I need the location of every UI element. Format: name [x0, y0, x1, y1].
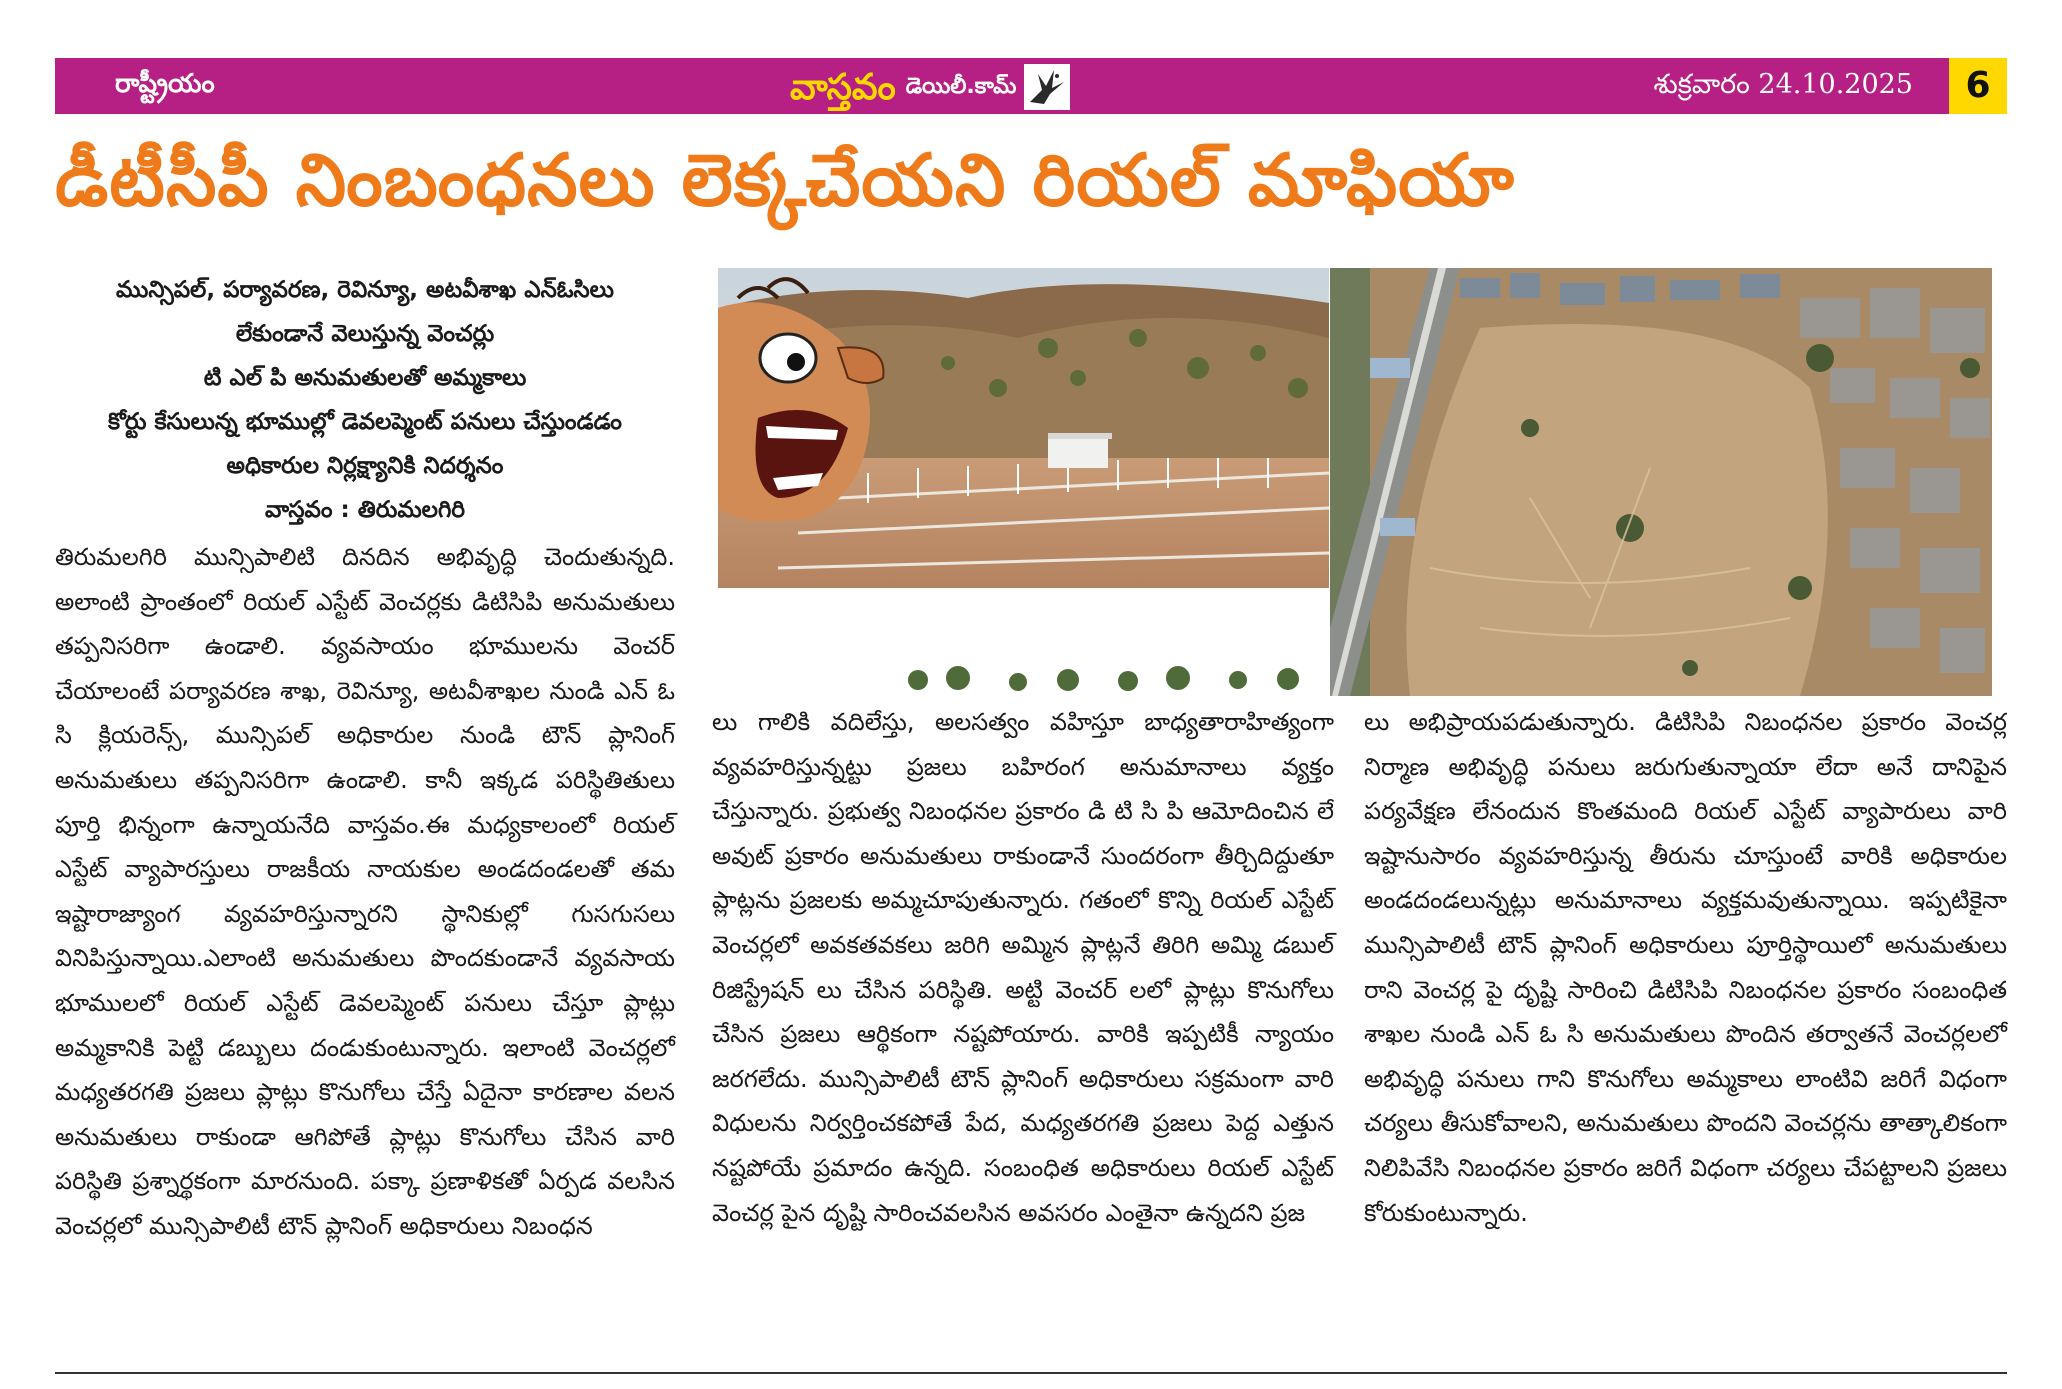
bird-logo-icon: [1024, 64, 1070, 110]
page-number: 6: [1949, 58, 2007, 114]
deck-line: టి ఎల్ పి అనుమతులతో అమ్మకాలు: [203, 365, 527, 391]
paper-subtitle: డెయిలీ.కామ్: [905, 74, 1017, 99]
paper-name: వాస్తవం: [790, 67, 896, 108]
headline: డీటీసీపీ నింబంధనలు లెక్కచేయని రియల్ మాఫియా: [55, 138, 1515, 222]
subheadings: [55, 268, 675, 532]
deck-line: మున్సిపల్, పర్యావరణ, రెవిన్యూ, అటవీశాఖ ఎన్ఓసిలు: [116, 277, 614, 303]
venture-land-photo: [718, 268, 1329, 696]
deck-line: కోర్టు కేసులున్న భూముల్లో డెవలప్మెంట్ పనులు చేస్తుండడం: [108, 409, 622, 435]
bottom-rule: [55, 1372, 2007, 1374]
aerial-view-photo: [1330, 268, 1992, 696]
article-column-2: లు గాలికి వదిలేస్తు, అలసత్వం వహిస్తూ బాధ్యతారాహిత్యంగా వ్యవహరిస్తున్నట్టు ప్రజలు బహిరంగ అనుమానాలు వ్యక్తం చేస్తున్నారు. ప్రభుత్వ నిబంధనల ప్రకారం డి టి సి పి ఆమోదించిన లే అవుట్ ప్రకారం అనుమతులు రాకుండానే సుందరంగా తీర్చిదిద్దుతూ ప్లాట్లను ప్రజలకు అమ్మచూపుతున్నారు. గతంలో కొన్ని రియల్ ఎస్టేట్ వెంచర్లలో అవకతవకలు జరిగి అమ్మిన ప్లాట్లనే తిరిగి అమ్మి డబుల్ రిజిస్ట్రేషన్ లు చేసిన పరిస్థితి. అట్టి వెంచర్ లలో ప్లాట్లు కొనుగోలు చేసిన ప్రజలు ఆర్థికంగా నష్టపోయారు. వారికి ఇప్పటికీ న్యాయం జరగలేదు. మున్సిపాలిటీ టౌన్ ప్లానింగ్ అధికారులు సక్రమంగా వారి విధులను నిర్వర్తించకపోతే పేద, మధ్యతరగతి ప్రజలు పెద్ద ఎత్తున నష్టపోయే ప్రమాదం ఉన్నది. సంబంధిత అధికారులు రియల్ ఎస్టేట్ వెంచర్ల పైన దృష్టి సారించవలసిన అవసరం ఎంతైనా ఉన్నదని ప్రజ: [712, 708, 1334, 1227]
section-name: రాష్ట్రీయం: [115, 69, 215, 99]
deck-line: లేకుండానే వెలుస్తున్న వెంచర్లు: [235, 321, 495, 347]
article-column-3: లు అభిప్రాయపడుతున్నారు. డిటిసిపి నిబంధనల ప్రకారం వెంచర్ల నిర్మాణ అభివృద్ధి పనులు జరుగుతున్నాయా లేదా అనే దానిపైన పర్యవేక్షణ లేనందున కొంతమంది రియల్ ఎస్టేట్ వ్యాపారులు వారి ఇష్టానుసారం వ్యవహరిస్తున్న తీరును చూస్తుంటే వారికి అధికారుల అండదండలున్నట్లు అనుమానాలు వ్యక్తమవుతున్నాయి. ఇప్పటికైనా మున్సిపాలిటీ టౌన్ ప్లానింగ్ అధికారులు పూర్తిస్థాయిలో అనుమతులు రాని వెంచర్ల పై దృష్టి సారించి డిటిసిపి నిబంధనల ప్రకారం సంబంధిత శాఖల నుండి ఎన్ ఓ సి అనుమతులు పొందిన తర్వాతనే వెంచర్లలలో అభివృద్ధి పనులు గాని కొనుగోలు అమ్మకాలు లాంటివి జరిగే విధంగా చర్యలు తీసుకోవాలని, అనుమతులు పొందని వెంచర్లను తాత్కాలికంగా నిలిపివేసి నిబంధనల ప్రకారం జరిగే విధంగా చర్యలు చేపట్టాలని ప్రజలు కోరుకుంటున్నారు.: [1364, 708, 2007, 1227]
article-column-1: తిరుమలగిరి మున్సిపాలిటి దినదిన అభివృద్ధి చెందుతున్నది. అలాంటి ప్రాంతంలో రియల్ ఎస్టేట్ వెంచర్లకు డిటిసిపి అనుమతులు తప్పనిసరిగా ఉండాలి. వ్యవసాయం భూములను వెంచర్ చేయాలంటే పర్యావరణ శాఖ, రెవిన్యూ, అటవీశాఖల నుండి ఎన్ ఓ సి క్లియరెన్స్, మున్సిపల్ అధికారుల నుండి టౌన్ ప్లానింగ్ అనుమతులు తప్పనిసరిగా ఉండాలి. కానీ ఇక్కడ పరిస్థితితులు పూర్తి భిన్నంగా ఉన్నాయనేది వాస్తవం.ఈ మధ్యకాలంలో రియల్ ఎస్టేట్ వ్యాపారస్తులు రాజకీయ నాయకుల అండదండలతో తమ ఇష్టారాజ్యాంగ వ్యవహరిస్తున్నారని స్థానికుల్లో గుసగుసలు వినిపిస్తున్నాయి.ఎలాంటి అనుమతులు పొందకుండానే వ్యవసాయ భూములలో రియల్ ఎస్టేట్ డెవలప్మెంట్ పనులు చేస్తూ ప్లాట్లు అమ్మకానికి పెట్టి డబ్బులు దండుకుంటున్నారు. ఇలాంటి వెంచర్లలో మధ్యతరగతి ప్రజలు ప్లాట్లు కొనుగోలు చేస్తే ఏదైనా కారణాల వలన అనుమతులు రాకుండా ఆగిపోతే ప్లాట్లు కొనుగోలు చేసిన వారి పరిస్థితి ప్రశ్నార్థకంగా మారనుంది. పక్కా ప్రణాళికతో ఏర్పడ వలసిన వెంచర్లలో మున్సిపాలిటీ టౌన్ ప్లానింగ్ అధికారులు నిబంధన: [55, 543, 675, 1240]
masthead: [55, 58, 2007, 114]
dateline: వాస్తవం : తిరుమలగిరి: [264, 497, 466, 523]
brand: [790, 62, 1070, 110]
issue-date: శుక్రవారం 24.10.2025: [1653, 69, 1913, 100]
deck-line: అధికారుల నిర్లక్ష్యానికి నిదర్శనం: [226, 453, 504, 479]
